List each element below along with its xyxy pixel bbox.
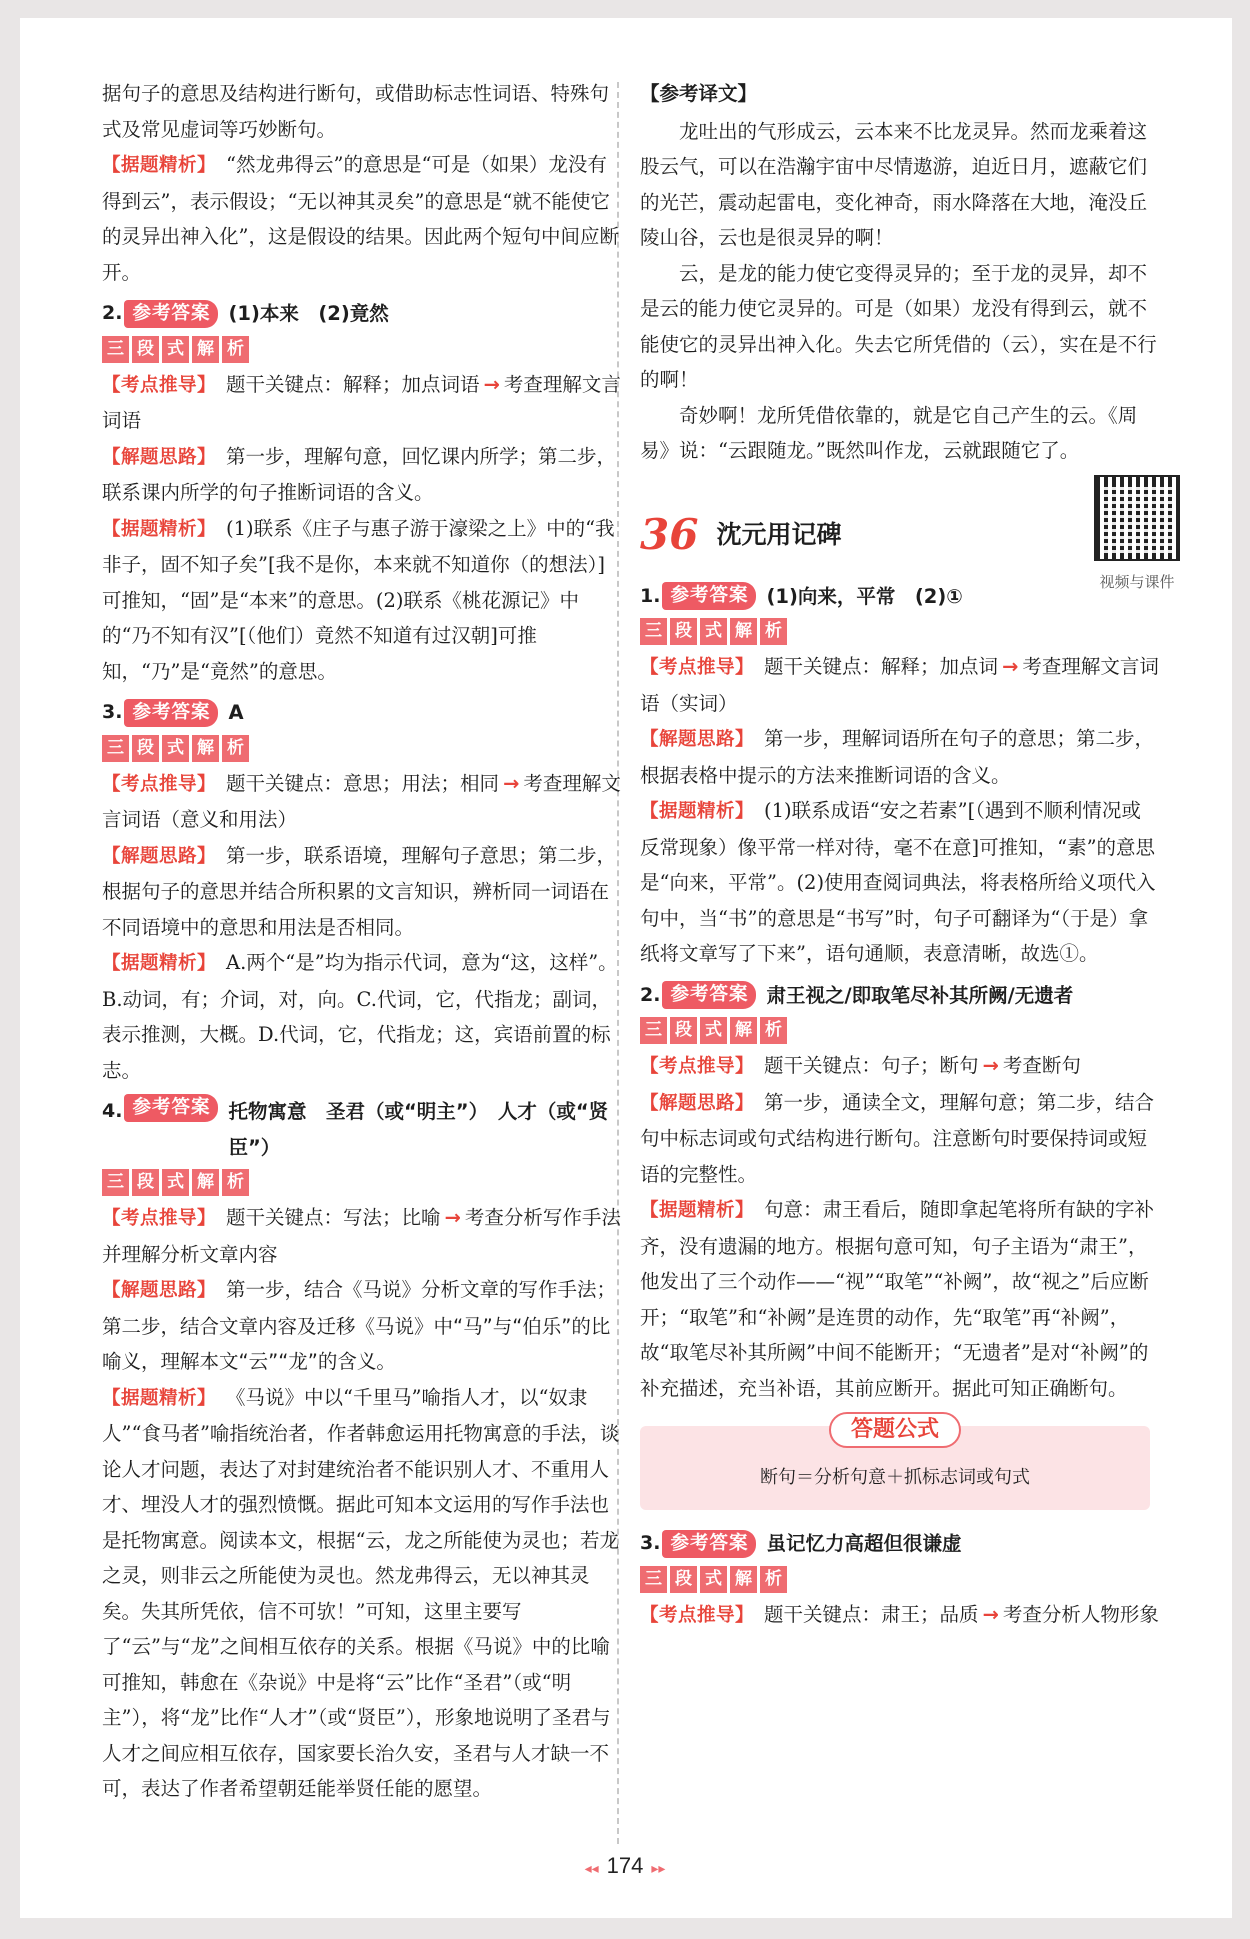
three-step-analysis-label: 三 段 式 解 析 xyxy=(640,1017,1160,1044)
qr-label: 视频与课件 xyxy=(1099,572,1175,591)
question-2-answer: 2. 参考答案 (1)本来 (2)竟然 xyxy=(102,296,622,332)
chapter-title: 沈元用记碑 xyxy=(716,519,842,549)
three-step-analysis-label: 三 段 式 解 析 xyxy=(102,1169,622,1196)
question-4-answer: 4. 参考答案 托物寓意 圣君（或“明主”） 人才（或“贤臣”） xyxy=(102,1094,622,1165)
detailed-analysis: 【据题精析】 《马说》中以“千里马”喻指人才，以“奴隶人”“食马者”喻指统治者，作者韩愈运用托物寓意的手法，谈论人才问题，表达了对封建统治者不能识别人才、不重用人才、埋没人才的强烈愤慨。据此可知本文运用的写作手法也是托物寓意。阅读本文，根据“云，龙之所能使为灵也；若龙之灵，则非云之所能使为灵也。然龙弗得云，无以神其灵矣。失其所凭依，信不可欤！”可知，这里主要写了“云”与“龙”之间相互依存的关系。根据《马说》中的比喻可推知，韩愈在《杂说》中是将“云”比作“圣君”（或“明主”），将“龙”比作“人才”（或“贤臣”），形象地说明了圣君与人才之间应相互依存，国家要长治久安，圣君与人才缺一不可，表达了作者希望朝廷能举贤任能的愿望。 xyxy=(102,1385,620,1800)
solution-idea: 【解题思路】 第一步，结合《马说》分析文章的写作手法；第二步，结合文章内容及迁移《马说》中“马”与“伯乐”的比喻义，理解本文“云”“龙”的含义。 xyxy=(102,1278,617,1373)
point-derivation: 【考点推导】 题干关键点：句子；断句 → 考查断句 xyxy=(640,1048,1160,1085)
answer-badge: 参考答案 xyxy=(662,981,756,1009)
point-derivation: 【考点推导】 题干关键点：解释；加点词 → 考查理解文言词语（实词） xyxy=(640,649,1160,721)
detailed-analysis: 【据题精析】 A.两个“是”均为指示代词，意为“这，这样”。B.动词，有；介词，对，向。C.代词，它，代指龙；副词，表示推测，大概。D.代词，它，代指龙；这，宾语前置的标志。 xyxy=(102,951,618,1082)
answer-text: A xyxy=(228,701,244,724)
point-derivation: 【考点推导】 题干关键点：写法；比喻 → 考查分析写作手法并理解分析文章内容 xyxy=(102,1200,622,1272)
answer-text: (1)本来 (2)竟然 xyxy=(228,302,389,325)
arrow-right-icon: → xyxy=(483,372,500,396)
qr-code-icon[interactable] xyxy=(1094,475,1180,561)
left-column xyxy=(102,76,622,1807)
detailed-analysis: 【据题精析】 句意：肃王看后，随即拿起笔将所有缺的字补齐，没有遗漏的地方。根据句意可知，句子主语为“肃王”，他发出了三个动作——“视”“取笔”“补阙”，故“视之”后应断开；“取笔”和“补阙”是连贯的动作，先“取笔”再“补阙”，故“取笔尽补其所阙”中间不能断开；“无遗者”是对“补阙”的补充描述，充当补语，其前应断开。据此可知正确断句。 xyxy=(640,1198,1155,1400)
arrow-right-icon: → xyxy=(444,1206,461,1229)
answer-badge: 参考答案 xyxy=(124,699,218,727)
solution-idea: 【解题思路】 第一步，理解句意，回忆课内所学；第二步，联系课内所学的句子推断词语的含义。 xyxy=(102,444,617,504)
chapter-number: 36 xyxy=(640,509,699,559)
arrow-right-icon: → xyxy=(1002,655,1019,678)
question-3-answer: 3. 参考答案 A xyxy=(102,695,622,731)
detailed-analysis: 【据题精析】 (1)联系成语“安之若素”[（遇到不顺利情况或反常现象）像平常一样对待，毫不在意]可推知，“素”的意思是“向来，平常”。(2)使用查阅词典法，将表格所给义项代入句中，当“书”的意思是“书写”时，句子可翻译为“（于是）拿纸将文章写了下来”，语句通顺，表意清晰，故选①。 xyxy=(640,799,1156,965)
detailed-analysis: 【据题精析】 (1)联系《庄子与惠子游于濠梁之上》中的“我非子，固不知子矣”[我不是你，本来就不知道你（的想法）]可推知，“固”是“本来”的意思。(2)联系《桃花源记》中的“乃不知有汉”[（他们）竟然不知道有过汉朝]可推知，“乃”是“竟然”的意思。 xyxy=(102,516,615,683)
arrow-right-icon: → xyxy=(982,1602,999,1626)
question-1-answer: 1. 参考答案 (1)向来，平常 (2)① xyxy=(640,579,1160,615)
answer-badge: 参考答案 xyxy=(662,582,756,610)
answer-text: 托物寓意 圣君（或“明主”） 人才（或“贤臣”） xyxy=(228,1100,609,1159)
question-2-answer: 2. 参考答案 肃王视之/即取笔尽补其所阙/无遗者 xyxy=(640,978,1160,1014)
answer-text: 虽记忆力高超但很谦虚 xyxy=(766,1532,962,1555)
translation-paragraph: 龙吐出的气形成云，云本来不比龙灵异。然而龙乘着这股云气，可以在浩瀚宇宙中尽情遨游，迫近日月，遮蔽它们的光芒，震动起雷电，变化神奇，雨水降落在大地，淹没丘陵山谷，云也是很灵异的啊！ xyxy=(640,119,1148,249)
left-dots-icon: ◂◂ xyxy=(584,1860,599,1876)
answer-text: (1)向来，平常 (2)① xyxy=(766,584,963,608)
answer-badge: 参考答案 xyxy=(124,300,218,328)
right-column xyxy=(640,76,1175,1633)
translation-paragraph: 奇妙啊！龙所凭借依靠的，就是它自己产生的云。《周易》说：“云跟随龙。”既然叫作龙，云就跟随它了。 xyxy=(640,403,1138,462)
solution-idea: 【解题思路】 第一步，联系语境，理解句子意思；第二步，根据句子的意思并结合所积累的文言知识，辨析同一词语在不同语境中的意思和用法是否相同。 xyxy=(102,843,617,939)
three-step-analysis-label: 三 段 式 解 析 xyxy=(640,618,1160,645)
formula-title: 答题公式 xyxy=(829,1412,961,1448)
formula-text: 断句＝分析句意＋抓标志词或句式 xyxy=(760,1467,1030,1488)
page-number: ◂◂ 174 ▸▸ xyxy=(584,1853,666,1878)
translation-paragraph: 云，是龙的能力使它变得灵异的；至于龙的灵异，却不是云的能力使它灵异的。可是（如果）龙没有得到云，就不能使它的灵异出神入化。失去它所凭借的（云），实在是不行的啊！ xyxy=(640,261,1157,391)
three-step-analysis-label: 三 段 式 解 析 xyxy=(102,336,622,363)
three-step-analysis-label: 三 段 式 解 析 xyxy=(102,735,622,762)
arrow-right-icon: → xyxy=(503,771,520,795)
intro-analysis: 【据题精析】 “然龙弗得云”的意思是“可是（如果）龙没有得到云”，表示假设；“无以神其灵矣”的意思是“就不能使它的灵异出神入化”，这是假设的结果。因此两个短句中间应断开。 xyxy=(102,147,622,290)
intro-text: 据句子的意思及结构进行断句，或借助标志性词语、特殊句式及常见虚词等巧妙断句。 xyxy=(102,82,610,141)
solution-idea: 【解题思路】 第一步，通读全文，理解句意；第二步，结合句中标志词或句式结构进行断句。注意断句时要保持词或短语的完整性。 xyxy=(640,1090,1155,1186)
point-derivation: 【考点推导】 题干关键点：解释；加点词语 → 考查理解文言词语 xyxy=(102,367,622,439)
page xyxy=(20,18,1232,1918)
answer-text: 肃王视之/即取笔尽补其所阙/无遗者 xyxy=(766,983,1074,1007)
solution-idea: 【解题思路】 第一步，理解词语所在句子的意思；第二步，根据表格中提示的方法来推断词语的含义。 xyxy=(640,727,1155,787)
chapter-header xyxy=(640,505,1175,591)
answer-formula-box xyxy=(640,1417,1150,1510)
arrow-right-icon: → xyxy=(982,1054,999,1077)
qr-code[interactable] xyxy=(1094,475,1180,601)
answer-badge: 参考答案 xyxy=(124,1094,218,1122)
question-3-answer: 3. 参考答案 虽记忆力高超但很谦虚 xyxy=(640,1526,1160,1562)
answer-badge: 参考答案 xyxy=(662,1530,756,1558)
three-step-analysis-label: 三 段 式 解 析 xyxy=(640,1566,1160,1593)
point-derivation: 【考点推导】 题干关键点：意思；用法；相同 → 考查理解文言词语（意义和用法） xyxy=(102,766,622,838)
right-dots-icon: ▸▸ xyxy=(651,1860,666,1876)
point-derivation: 【考点推导】 题干关键点：肃王；品质 → 考查分析人物形象 xyxy=(640,1597,1160,1634)
analysis-tag: 【据题精析】 xyxy=(102,155,217,176)
translation-title: 【参考译文】 xyxy=(640,82,758,105)
